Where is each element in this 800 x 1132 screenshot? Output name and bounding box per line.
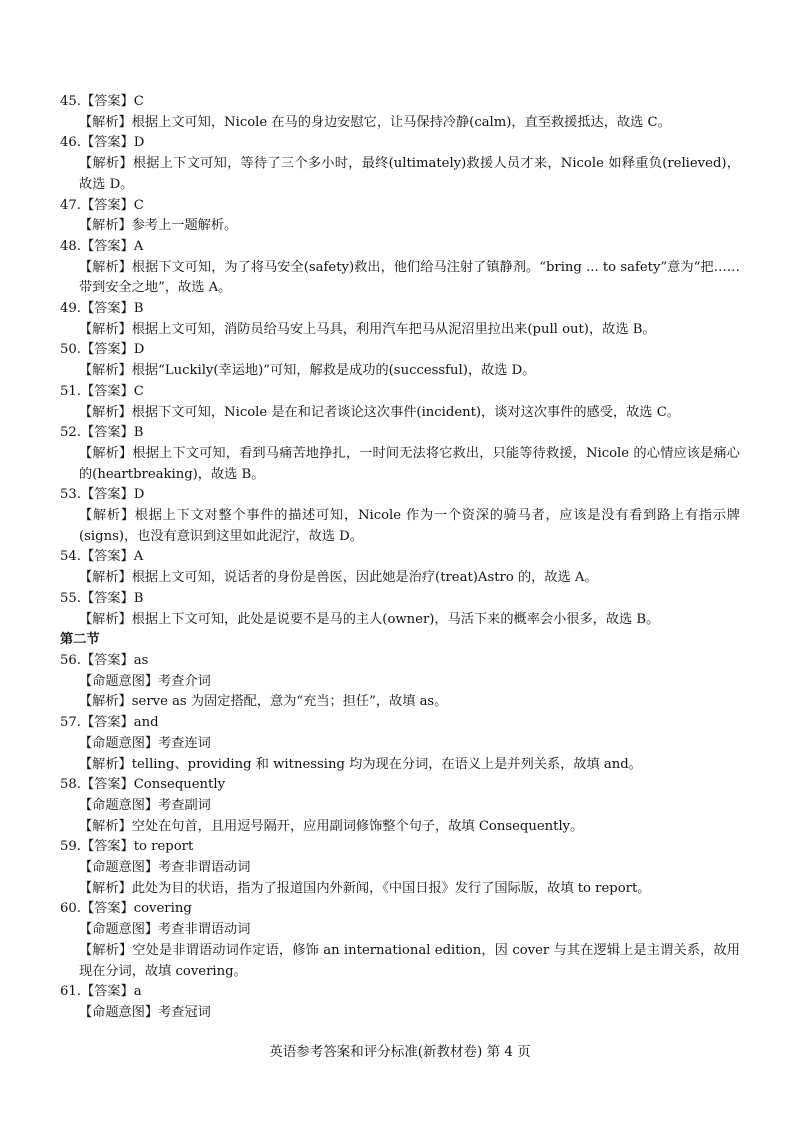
- answer-line: 57.【答案】and: [60, 715, 159, 731]
- explanation-line: 【解析】根据上文可知，说话者的身份是兽医，因此她是治疗(treat)Astro 的，故选 A。: [79, 570, 598, 586]
- explanation-line: 【解析】根据上文可知，消防员给马安上马具，利用汽车把马从泥沼里拉出来(pull out)，故选 B。: [79, 321, 656, 337]
- explanation-line: 【解析】根据上下文可知，看到马痛苦地挣扎，一时间无法将它救出，只能等待救援，Nicole 的心情应该是痛心的(heartbreaking)，故选 B。: [79, 445, 740, 482]
- answer-line: 48.【答案】A: [60, 238, 144, 254]
- explanation-line: 【解析】根据下文可知，为了将马安全(safety)救出，他们给马注射了镇静剂。“bring ... to safety”意为“把……带到安全之地”，故选 A。: [79, 259, 740, 296]
- section-heading: 第二节: [60, 632, 100, 648]
- explanation-line: 【解析】telling、providing 和 witnessing 均为现在分词，在语义上是并列关系，故填 and。: [79, 756, 642, 772]
- explanation-line: 【解析】此处为目的状语，指为了报道国内外新闻，《中国日报》发行了国际版，故填 to report。: [79, 880, 651, 896]
- answer-line: 47.【答案】C: [60, 197, 144, 213]
- answer-line: 51.【答案】C: [60, 383, 144, 399]
- intent-line: 【命题意图】考查非谓语动词: [79, 922, 251, 938]
- explanation-line: 【解析】空处是非谓语动词作定语，修饰 an international edition，因 cover 与其在逻辑上是主谓关系，故用现在分词，故填 covering。: [79, 942, 740, 979]
- answer-line: 49.【答案】B: [60, 301, 144, 317]
- answer-line: 59.【答案】to report: [60, 839, 194, 855]
- explanation-line: 【解析】根据上下文可知，等待了三个多小时，最终(ultimately)救援人员才来，Nicole 如释重负(relieved)，故选 D。: [79, 156, 740, 192]
- answer-line: 56.【答案】as: [60, 652, 149, 668]
- answer-line: 52.【答案】B: [60, 425, 144, 441]
- answer-line: 50.【答案】D: [60, 342, 145, 358]
- page-footer: 英语参考答案和评分标准(新教材卷) 第 4 页: [269, 1044, 531, 1060]
- explanation-line: 【解析】参考上一题解析。: [79, 218, 238, 234]
- explanation-line: 【解析】根据上下文可知，此处是说要不是马的主人(owner)，马活下来的概率会小很多，故选 B。: [79, 611, 660, 627]
- intent-line: 【命题意图】考查副词: [79, 797, 211, 813]
- intent-line: 【命题意图】考查非谓语动词: [79, 860, 251, 876]
- answer-line: 55.【答案】B: [60, 590, 144, 606]
- intent-line: 【命题意图】考查连词: [79, 735, 211, 751]
- explanation-line: 【解析】根据上文可知，Nicole 在马的身边安慰它，让马保持冷静(calm)，直至救援抵达，故选 C。: [79, 114, 671, 130]
- answer-key-content: [60, 92, 740, 1024]
- answer-line: 53.【答案】D: [60, 487, 145, 503]
- answer-line: 46.【答案】D: [60, 135, 145, 151]
- explanation-line: 【解析】根据“Luckily(幸运地)”可知，解救是成功的(successful)，故选 D。: [79, 363, 536, 379]
- explanation-line: 【解析】空处在句首，且用逗号隔开，应用副词修饰整个句子，故填 Consequently。: [79, 818, 584, 834]
- explanation-line: 【解析】serve as 为固定搭配，意为“充当；担任”，故填 as。: [79, 694, 448, 710]
- intent-line: 【命题意图】考查冠词: [79, 1004, 211, 1020]
- answer-line: 58.【答案】Consequently: [60, 777, 226, 793]
- answer-line: 61.【答案】a: [60, 984, 142, 1000]
- intent-line: 【命题意图】考查介词: [79, 673, 211, 689]
- answer-line: 45.【答案】C: [60, 94, 144, 109]
- answer-line: 60.【答案】covering: [60, 901, 192, 917]
- explanation-line: 【解析】根据上下文对整个事件的描述可知，Nicole 作为一个资深的骑马者，应该是没有看到路上有指示牌(signs)，也没有意识到这里如此泥泞，故选 D。: [79, 508, 740, 544]
- answer-line: 54.【答案】A: [60, 549, 144, 565]
- explanation-line: 【解析】根据下文可知，Nicole 是在和记者谈论这次事件(incident)，谈对这次事件的感受，故选 C。: [79, 404, 680, 420]
